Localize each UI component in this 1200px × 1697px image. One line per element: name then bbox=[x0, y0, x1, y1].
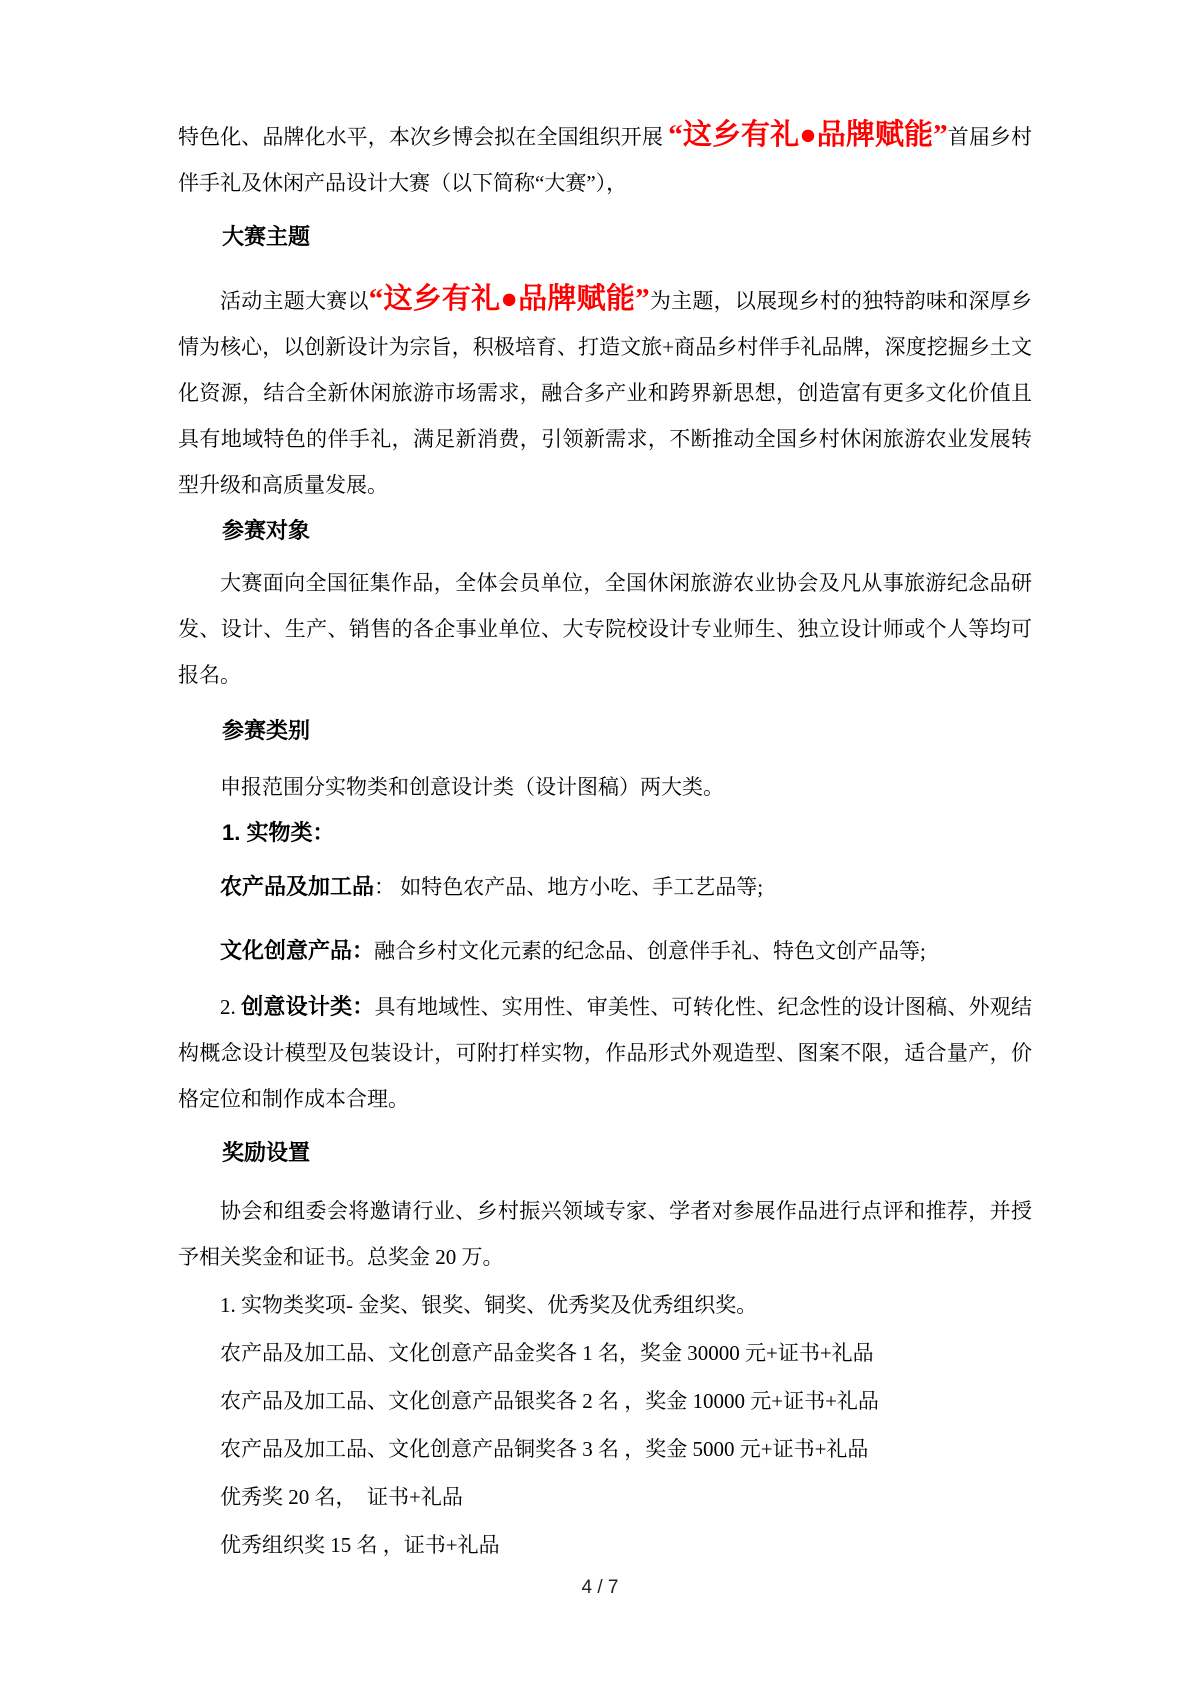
theme-highlight-text: “这乡有礼●品牌赋能” bbox=[668, 119, 948, 151]
theme-paragraph bbox=[178, 278, 1032, 508]
theme-text-post: 为主题，以展现乡村的独特韵味和深厚乡情为核心，以创新设计为宗旨，积极培育、打造文旅+商品乡村伴手礼品牌，深度挖掘乡土文化资源，结合全新休闲旅游市场需求，融合多产业和跨界新思想，创造富有更多文化价值且具有地域特色的伴手礼，满足新消费，引领新需求，不断推动全国乡村休闲旅游农业发展转型升级和高质量发展。 bbox=[178, 289, 1032, 497]
section-heading-theme: 大赛主题 bbox=[222, 224, 311, 249]
category-item1b bbox=[178, 928, 1032, 974]
item2-label: 创意设计类： bbox=[241, 994, 375, 1019]
category-item1-title: 1. 实物类： bbox=[222, 820, 335, 845]
section-heading-categories: 参赛类别 bbox=[222, 718, 311, 743]
item1a-text: ： 如特色农产品、地方小吃、手工艺品等; bbox=[374, 875, 764, 899]
page-number: 4 / 7 bbox=[581, 1577, 619, 1598]
document-content bbox=[178, 114, 1032, 1568]
item1a-label: 农产品及加工品 bbox=[220, 874, 375, 899]
award-line-gold: 农产品及加工品、文化创意产品金奖各 1 名，奖金 30000 元+证书+礼品 bbox=[220, 1341, 874, 1365]
theme-text-pre: 活动主题大赛以 bbox=[220, 289, 369, 313]
intro-text-pre: 特色化、品牌化水平，本次乡博会拟在全国组织开展 bbox=[178, 125, 669, 149]
section-heading-participants: 参赛对象 bbox=[222, 518, 311, 543]
category-item2 bbox=[178, 984, 1032, 1122]
item2-number: 2. bbox=[220, 995, 242, 1019]
awards-intro-line: 1. 实物类奖项- 金奖、银奖、铜奖、优秀奖及优秀组织奖。 bbox=[220, 1293, 758, 1317]
award-line-bronze: 农产品及加工品、文化创意产品铜奖各 3 名 ，奖金 5000 元+证书+礼品 bbox=[220, 1437, 869, 1461]
award-line-organization: 优秀组织奖 15 名 ，证书+礼品 bbox=[220, 1533, 500, 1557]
item1b-label: 文化创意产品： bbox=[220, 938, 375, 963]
intro-paragraph bbox=[178, 114, 1032, 206]
award-line-silver: 农产品及加工品、文化创意产品银奖各 2 名 ，奖金 10000 元+证书+礼品 bbox=[220, 1389, 879, 1413]
theme-highlight-text-2: “这乡有礼●品牌赋能” bbox=[368, 283, 650, 315]
section-heading-awards: 奖励设置 bbox=[222, 1140, 311, 1165]
category-item1a bbox=[178, 864, 1032, 910]
categories-paragraph: 申报范围分实物类和创意设计类（设计图稿）两大类。 bbox=[220, 775, 724, 799]
item1b-text: 融合乡村文化元素的纪念品、创意伴手礼、特色文创产品等; bbox=[374, 939, 926, 963]
awards-paragraph: 协会和组委会将邀请行业、乡村振兴领域专家、学者对参展作品进行点评和推荐，并授予相关奖金和证书。总奖金 20 万。 bbox=[178, 1199, 1032, 1269]
item2-text: 具有地域性、实用性、审美性、可转化性、纪念性的设计图稿、外观结构概念设计模型及包装设计，可附打样实物，作品形式外观造型、图案不限，适合量产，价格定位和制作成本合理。 bbox=[178, 995, 1032, 1111]
award-line-excellence: 优秀奖 20 名， 证书+礼品 bbox=[220, 1485, 463, 1509]
participants-paragraph: 大赛面向全国征集作品，全体会员单位，全国休闲旅游农业协会及凡从事旅游纪念品研发、设计、生产、销售的各企事业单位、大专院校设计专业师生、独立设计师或个人等均可报名。 bbox=[178, 571, 1032, 687]
intro-text-post: 首届乡村伴手礼及休闲产品设计大赛（以下简称“大赛”）， bbox=[178, 125, 1032, 195]
